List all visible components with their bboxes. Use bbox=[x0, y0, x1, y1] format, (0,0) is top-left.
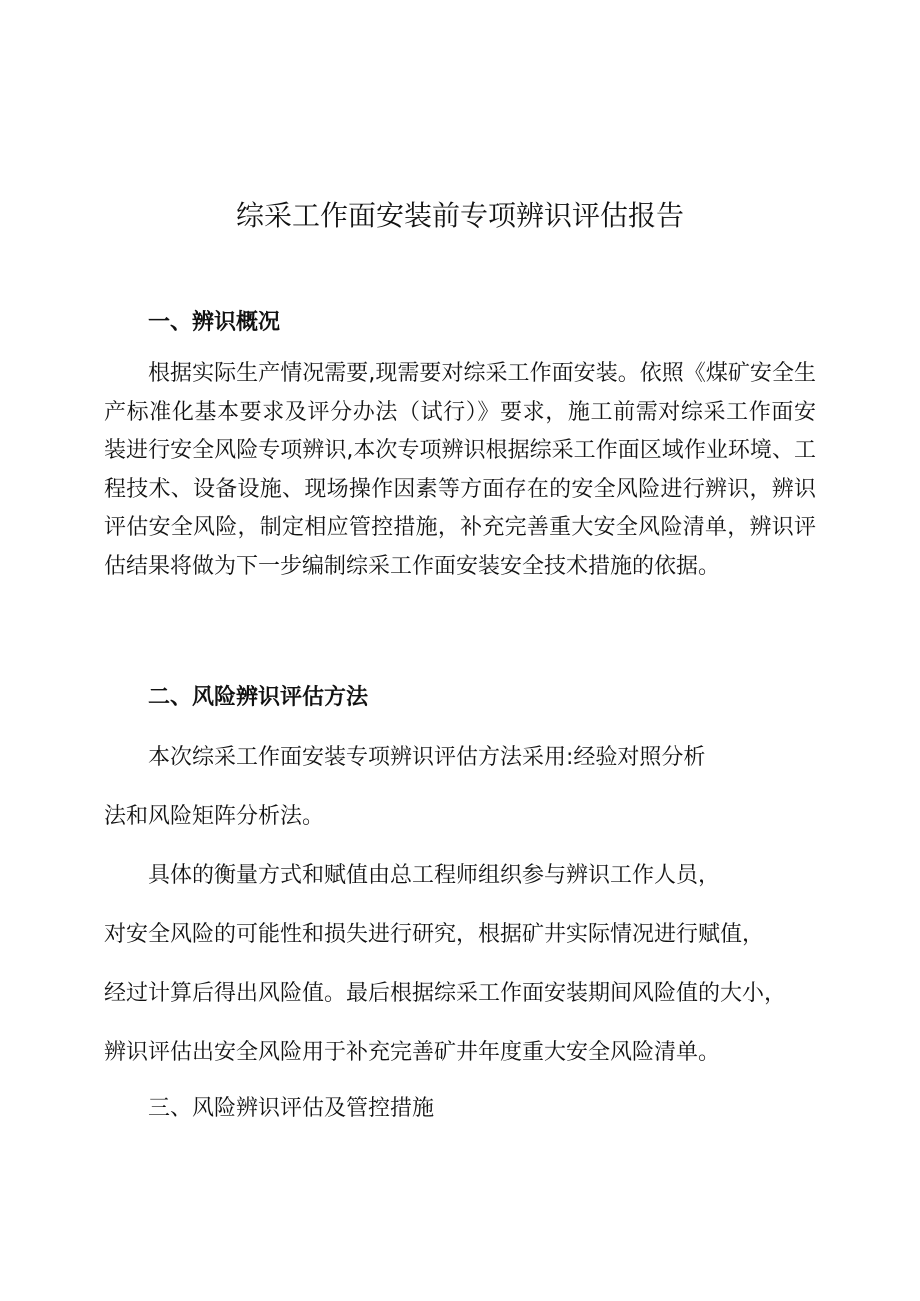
section-heading-overview: 一、辨识概况 bbox=[148, 310, 281, 335]
document-title: 综采工作面安装前专项辨识评估报告 bbox=[235, 199, 684, 232]
section-heading-method: 二、风险辨识评估方法 bbox=[148, 685, 369, 710]
valuation-paragraph-line: 辨识评估出安全风险用于补充完善矿井年度重大安全风险清单。 bbox=[104, 1040, 721, 1065]
method-paragraph-line: 法和风险矩阵分析法。 bbox=[104, 804, 325, 829]
valuation-paragraph-line: 经过计算后得出风险值。最后根据综采工作面安装期间风险值的大小， bbox=[104, 981, 787, 1006]
section-heading-measures: 三、风险辨识评估及管控措施 bbox=[148, 1096, 435, 1121]
valuation-paragraph-line: 具体的衡量方式和赋值由总工程师组织参与辨识工作人员， bbox=[148, 863, 721, 888]
method-paragraph-line: 本次综采工作面安装专项辨识评估方法采用:经验对照分析 bbox=[148, 745, 706, 770]
valuation-paragraph-line: 对安全风险的可能性和损失进行研究，根据矿井实际情况进行赋值， bbox=[104, 922, 765, 947]
overview-paragraph: 根据实际生产情况需要,现需要对综采工作面安装。依照《煤矿安全生产标准化基本要求及评分办法（试行）》要求，施工前需对综采工作面安装进行安全风险专项辨识,本次专项辨识根据综采工作面区域作业环境、工程技术、设备设施、现场操作因素等方面存在的安全风险进行辨识，辨识评估安全风险，制定相应管控措施，补充完善重大安全风险清单，辨识评估结果将做为下一步编制综采工作面安装安全技术措施的依据。 bbox=[104, 361, 816, 579]
